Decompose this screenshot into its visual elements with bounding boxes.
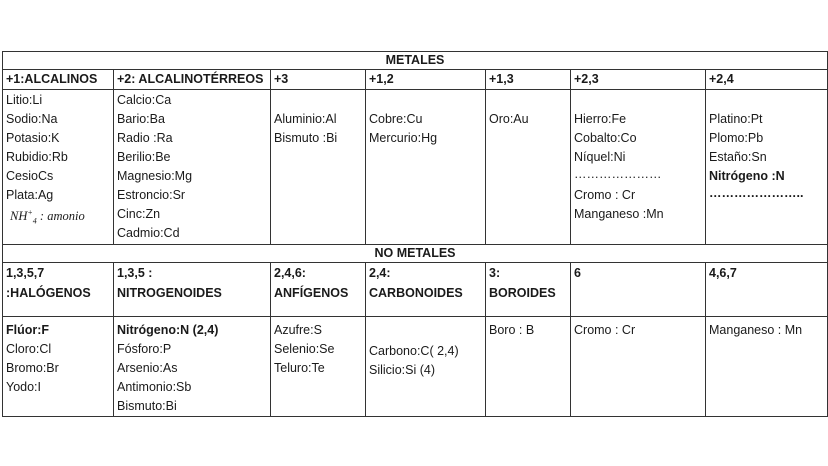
element-entry: Plata:Ag <box>6 188 54 202</box>
element-entry: Nitrógeno:N (2,4) <box>117 323 219 337</box>
rule <box>705 69 706 244</box>
element-entry: Platino:Pt <box>709 112 763 126</box>
rule <box>270 69 271 244</box>
no-metales-header-boroides: 3: <box>489 266 501 280</box>
element-entry: Cobre:Cu <box>369 112 423 126</box>
no-metales-header-nitrogenoides: NITROGENOIDES <box>117 286 222 300</box>
element-entry: Boro : B <box>489 323 535 337</box>
element-entry: Hierro:Fe <box>574 112 627 126</box>
element-entry: Silicio:Si (4) <box>369 363 435 377</box>
no-metales-header-halogenos: :HALÓGENOS <box>6 286 91 300</box>
rule <box>113 69 114 244</box>
element-entry: Nitrógeno :N <box>709 169 785 183</box>
rule <box>485 69 486 244</box>
ammonium-formula: $NH^+_4$ : amonio <box>10 207 85 226</box>
element-entry: Estaño:Sn <box>709 150 767 164</box>
element-entry: Sodio:Na <box>6 112 58 126</box>
element-entry: CesioCs <box>6 169 54 183</box>
element-entry: Flúor:F <box>6 323 50 337</box>
rule <box>270 262 271 416</box>
metales-header-alcalinos: +1:ALCALINOS <box>6 72 98 86</box>
metales-header-2-4: +2,4 <box>709 72 734 86</box>
dotted-line: ………………… <box>574 167 662 181</box>
metales-header-1-2: +1,2 <box>369 72 394 86</box>
element-entry: Cromo : Cr <box>574 188 636 202</box>
element-entry: Bromo:Br <box>6 361 59 375</box>
element-entry: Arsenio:As <box>117 361 178 375</box>
element-entry: Berilio:Be <box>117 150 171 164</box>
element-entry: Litio:Li <box>6 93 43 107</box>
element-entry: Manganeso : Mn <box>709 323 803 337</box>
metales-header-3: +3 <box>274 72 289 86</box>
no-metales-header-6: 6 <box>574 266 581 280</box>
no-metales-header-anfigenos: ANFÍGENOS <box>274 286 349 300</box>
element-entry: Estroncio:Sr <box>117 188 186 202</box>
no-metales-header-anfigenos: 2,4,6: <box>274 266 306 280</box>
element-entry: Potasio:K <box>6 131 60 145</box>
element-entry: Bismuto:Bi <box>117 399 177 413</box>
no-metales-header-nitrogenoides: 1,3,5 : <box>117 266 153 280</box>
rule <box>113 262 114 416</box>
element-entry: Azufre:S <box>274 323 322 337</box>
element-entry: Magnesio:Mg <box>117 169 193 183</box>
rule <box>2 51 3 416</box>
element-entry: Cinc:Zn <box>117 207 161 221</box>
element-entry: Manganeso :Mn <box>574 207 664 221</box>
element-entry: Oro:Au <box>489 112 529 126</box>
rule <box>365 262 366 416</box>
element-entry: Cadmio:Cd <box>117 226 180 240</box>
rule <box>570 262 571 416</box>
element-entry: Bismuto :Bi <box>274 131 338 145</box>
element-entry: Carbono:C( 2,4) <box>369 344 459 358</box>
rule <box>365 69 366 244</box>
no-metales-header-halogenos: 1,3,5,7 <box>6 266 45 280</box>
elements-table <box>2 51 828 416</box>
no-metales-header-carbonoides: 2,4: <box>369 266 391 280</box>
element-entry: Mercurio:Hg <box>369 131 438 145</box>
element-entry: Calcio:Ca <box>117 93 172 107</box>
element-entry: Teluro:Te <box>274 361 325 375</box>
rule <box>485 262 486 416</box>
rule <box>705 262 706 416</box>
element-entry: Fósforo:P <box>117 342 172 356</box>
element-entry: Aluminio:Al <box>274 112 337 126</box>
element-entry: Cromo : Cr <box>574 323 636 337</box>
no-metales-header-carbonoides: CARBONOIDES <box>369 286 463 300</box>
no-metales-header-boroides: BOROIDES <box>489 286 556 300</box>
metales-header-2-3: +2,3 <box>574 72 599 86</box>
element-entry: Níquel:Ni <box>574 150 626 164</box>
dotted-line: ………………….. <box>709 186 804 200</box>
metales-header-1-3: +1,3 <box>489 72 514 86</box>
metales-header-alcalinoterreos: +2: ALCALINOTÉRREOS <box>117 72 264 86</box>
element-entry: Antimonio:Sb <box>117 380 192 394</box>
element-entry: Selenio:Se <box>274 342 335 356</box>
rule <box>570 69 571 244</box>
element-entry: Radio :Ra <box>117 131 173 145</box>
element-entry: Rubidio:Rb <box>6 150 68 164</box>
no-metales-title: NO METALES <box>374 246 456 260</box>
element-entry: Plomo:Pb <box>709 131 764 145</box>
element-entry: Cloro:Cl <box>6 342 52 356</box>
element-entry: Yodo:I <box>6 380 41 394</box>
no-metales-header-4-6-7: 4,6,7 <box>709 266 737 280</box>
element-entry: Bario:Ba <box>117 112 165 126</box>
metales-title: METALES <box>385 53 445 67</box>
element-entry: Cobalto:Co <box>574 131 637 145</box>
